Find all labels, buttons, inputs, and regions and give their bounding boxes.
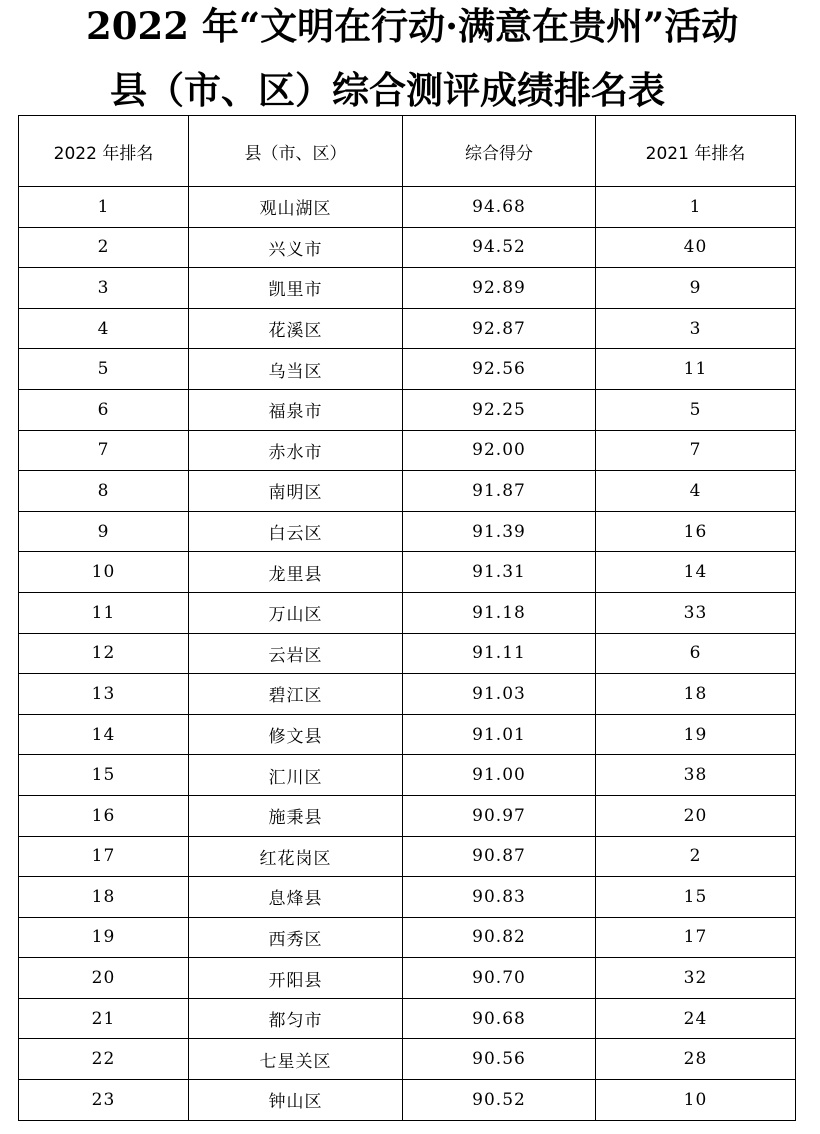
- cell-county: 赤水市: [189, 430, 403, 471]
- cell-county: 钟山区: [189, 1080, 403, 1121]
- cell-county: 碧江区: [189, 674, 403, 715]
- table-header-row: [19, 116, 796, 187]
- cell-rank-2022: 23: [19, 1080, 189, 1121]
- cell-rank-2021: 4: [596, 471, 796, 512]
- cell-rank-2021: 5: [596, 389, 796, 430]
- table-row: [19, 187, 796, 228]
- cell-rank-2022: 19: [19, 917, 189, 958]
- cell-county: 龙里县: [189, 552, 403, 593]
- cell-score: 91.87: [403, 471, 596, 512]
- table-row: [19, 958, 796, 999]
- cell-rank-2022: 18: [19, 877, 189, 918]
- table-row: [19, 511, 796, 552]
- cell-county: 凯里市: [189, 268, 403, 309]
- table-row: [19, 674, 796, 715]
- cell-county: 施秉县: [189, 795, 403, 836]
- cell-rank-2021: 16: [596, 511, 796, 552]
- table-row: [19, 552, 796, 593]
- cell-county: 都匀市: [189, 998, 403, 1039]
- cell-rank-2021: 20: [596, 795, 796, 836]
- cell-rank-2021: 17: [596, 917, 796, 958]
- table-row: [19, 308, 796, 349]
- document-title-line-2: 县（市、区）综合测评成绩排名表: [110, 68, 665, 112]
- cell-rank-2021: 3: [596, 308, 796, 349]
- table-row: [19, 430, 796, 471]
- cell-score: 90.56: [403, 1039, 596, 1080]
- cell-rank-2022: 12: [19, 633, 189, 674]
- table-body: [19, 187, 796, 1121]
- table-row: [19, 633, 796, 674]
- cell-county: 开阳县: [189, 958, 403, 999]
- cell-score: 90.97: [403, 795, 596, 836]
- table-row: [19, 795, 796, 836]
- cell-rank-2022: 20: [19, 958, 189, 999]
- cell-rank-2021: 11: [596, 349, 796, 390]
- cell-rank-2022: 22: [19, 1039, 189, 1080]
- cell-rank-2022: 13: [19, 674, 189, 715]
- header-rank-2022: 2022 年排名: [19, 116, 189, 187]
- cell-rank-2022: 3: [19, 268, 189, 309]
- cell-rank-2022: 7: [19, 430, 189, 471]
- cell-score: 94.52: [403, 227, 596, 268]
- cell-rank-2021: 32: [596, 958, 796, 999]
- cell-county: 云岩区: [189, 633, 403, 674]
- cell-county: 汇川区: [189, 755, 403, 796]
- cell-rank-2022: 17: [19, 836, 189, 877]
- cell-score: 90.68: [403, 998, 596, 1039]
- cell-county: 红花岗区: [189, 836, 403, 877]
- cell-rank-2022: 11: [19, 592, 189, 633]
- table-row: [19, 755, 796, 796]
- cell-rank-2022: 16: [19, 795, 189, 836]
- cell-rank-2021: 19: [596, 714, 796, 755]
- cell-county: 乌当区: [189, 349, 403, 390]
- table-row: [19, 1039, 796, 1080]
- cell-rank-2021: 9: [596, 268, 796, 309]
- cell-county: 兴义市: [189, 227, 403, 268]
- cell-score: 91.31: [403, 552, 596, 593]
- cell-county: 修文县: [189, 714, 403, 755]
- table-row: [19, 227, 796, 268]
- cell-score: 91.03: [403, 674, 596, 715]
- cell-score: 91.18: [403, 592, 596, 633]
- cell-rank-2021: 14: [596, 552, 796, 593]
- header-score: 综合得分: [403, 116, 596, 187]
- cell-rank-2021: 2: [596, 836, 796, 877]
- cell-county: 西秀区: [189, 917, 403, 958]
- cell-county: 万山区: [189, 592, 403, 633]
- cell-county: 福泉市: [189, 389, 403, 430]
- cell-rank-2022: 8: [19, 471, 189, 512]
- table-row: [19, 998, 796, 1039]
- cell-rank-2022: 21: [19, 998, 189, 1039]
- cell-county: 观山湖区: [189, 187, 403, 228]
- cell-rank-2021: 1: [596, 187, 796, 228]
- table-row: [19, 349, 796, 390]
- cell-rank-2021: 40: [596, 227, 796, 268]
- cell-score: 91.00: [403, 755, 596, 796]
- header-rank-2021: 2021 年排名: [596, 116, 796, 187]
- cell-rank-2021: 33: [596, 592, 796, 633]
- cell-score: 90.83: [403, 877, 596, 918]
- table-row: [19, 592, 796, 633]
- cell-rank-2022: 5: [19, 349, 189, 390]
- cell-score: 90.70: [403, 958, 596, 999]
- cell-score: 90.87: [403, 836, 596, 877]
- document-title-line-1: 2022 年“文明在行动·满意在贵州”活动: [86, 4, 739, 48]
- cell-rank-2022: 14: [19, 714, 189, 755]
- cell-score: 92.56: [403, 349, 596, 390]
- table-row: [19, 836, 796, 877]
- cell-county: 七星关区: [189, 1039, 403, 1080]
- cell-county: 白云区: [189, 511, 403, 552]
- ranking-table: [18, 115, 796, 1121]
- cell-rank-2022: 4: [19, 308, 189, 349]
- table-row: [19, 389, 796, 430]
- cell-rank-2022: 1: [19, 187, 189, 228]
- cell-rank-2022: 10: [19, 552, 189, 593]
- cell-score: 91.01: [403, 714, 596, 755]
- cell-score: 91.11: [403, 633, 596, 674]
- cell-score: 92.89: [403, 268, 596, 309]
- table-row: [19, 471, 796, 512]
- header-county: 县（市、区）: [189, 116, 403, 187]
- cell-score: 94.68: [403, 187, 596, 228]
- table-row: [19, 268, 796, 309]
- cell-county: 花溪区: [189, 308, 403, 349]
- cell-rank-2022: 6: [19, 389, 189, 430]
- table-row: [19, 1080, 796, 1121]
- cell-rank-2021: 18: [596, 674, 796, 715]
- cell-rank-2021: 6: [596, 633, 796, 674]
- table-row: [19, 714, 796, 755]
- cell-county: 息烽县: [189, 877, 403, 918]
- cell-rank-2021: 24: [596, 998, 796, 1039]
- cell-score: 90.82: [403, 917, 596, 958]
- cell-rank-2021: 15: [596, 877, 796, 918]
- table-row: [19, 917, 796, 958]
- cell-score: 92.00: [403, 430, 596, 471]
- cell-score: 90.52: [403, 1080, 596, 1121]
- table-row: [19, 877, 796, 918]
- cell-score: 92.25: [403, 389, 596, 430]
- cell-score: 92.87: [403, 308, 596, 349]
- cell-score: 91.39: [403, 511, 596, 552]
- cell-rank-2021: 38: [596, 755, 796, 796]
- cell-rank-2021: 28: [596, 1039, 796, 1080]
- cell-rank-2021: 7: [596, 430, 796, 471]
- cell-rank-2022: 15: [19, 755, 189, 796]
- cell-rank-2021: 10: [596, 1080, 796, 1121]
- cell-rank-2022: 2: [19, 227, 189, 268]
- cell-rank-2022: 9: [19, 511, 189, 552]
- cell-county: 南明区: [189, 471, 403, 512]
